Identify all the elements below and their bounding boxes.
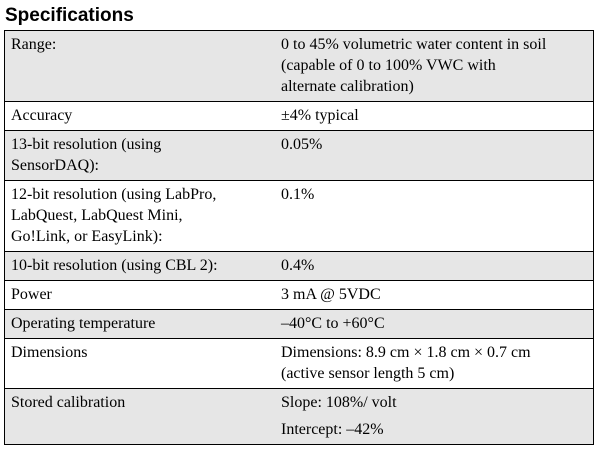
- spec-label: [5, 181, 276, 252]
- spec-value-line: –40°C to +60°C: [281, 315, 385, 332]
- spec-value: [275, 102, 594, 131]
- spec-value-line: Intercept: –42%: [281, 421, 384, 438]
- spec-value: [275, 31, 594, 102]
- spec-value-line: 0.4%: [281, 257, 315, 274]
- spec-label-line: LabQuest, LabQuest Mini,: [11, 207, 183, 224]
- spec-label: [5, 389, 276, 445]
- specifications-table-body: [5, 31, 594, 445]
- spec-label-line: SensorDAQ):: [11, 157, 99, 174]
- spec-value: [275, 181, 594, 252]
- spec-label: [5, 252, 276, 281]
- spec-value-line: 0.05%: [281, 136, 323, 153]
- spec-value: [275, 252, 594, 281]
- spec-label: [5, 31, 276, 102]
- spec-row: [5, 310, 594, 339]
- spec-value-line: Dimensions: 8.9 cm × 1.8 cm × 0.7 cm: [281, 344, 531, 361]
- spec-label-line: Dimensions: [11, 344, 88, 361]
- spec-row: [5, 181, 594, 252]
- spec-label-line: 12-bit resolution (using LabPro,: [11, 186, 217, 203]
- spec-value-line: 0.1%: [281, 186, 315, 203]
- spec-label-line: Accuracy: [11, 107, 73, 124]
- spec-label: [5, 102, 276, 131]
- spec-label: [5, 281, 276, 310]
- spec-value-line: 3 mA @ 5VDC: [281, 286, 381, 303]
- spec-value-line: Slope: 108%/ volt: [281, 394, 397, 411]
- spec-label-line: Stored calibration: [11, 394, 126, 411]
- spec-row: [5, 339, 594, 389]
- spec-row: [5, 389, 594, 445]
- spec-value: [275, 389, 594, 445]
- spec-label: [5, 131, 276, 181]
- spec-label-line: Power: [11, 286, 52, 303]
- spec-label: [5, 339, 276, 389]
- spec-value-line: (capable of 0 to 100% VWC with: [281, 57, 496, 74]
- spec-label-line: Operating temperature: [11, 315, 156, 332]
- spec-value-line: ±4% typical: [281, 107, 359, 124]
- specifications-table: [4, 30, 594, 445]
- spec-value-line: 0 to 45% volumetric water content in soil: [281, 36, 547, 53]
- spec-row: [5, 31, 594, 102]
- spec-row: [5, 102, 594, 131]
- spec-row: [5, 252, 594, 281]
- spec-label-line: Go!Link, or EasyLink):: [11, 228, 163, 245]
- spec-label-line: 10-bit resolution (using CBL 2):: [11, 257, 218, 274]
- spec-value: [275, 339, 594, 389]
- spec-value: [275, 281, 594, 310]
- spec-value-line: (active sensor length 5 cm): [281, 365, 455, 382]
- spec-row: [5, 131, 594, 181]
- spec-row: [5, 281, 594, 310]
- spec-value: [275, 310, 594, 339]
- section-heading: Specifications: [5, 5, 134, 26]
- spec-value: [275, 131, 594, 181]
- spec-label-line: Range:: [11, 36, 57, 53]
- spec-value-line: alternate calibration): [281, 78, 414, 95]
- spec-label: [5, 310, 276, 339]
- spec-label-line: 13-bit resolution (using: [11, 136, 162, 153]
